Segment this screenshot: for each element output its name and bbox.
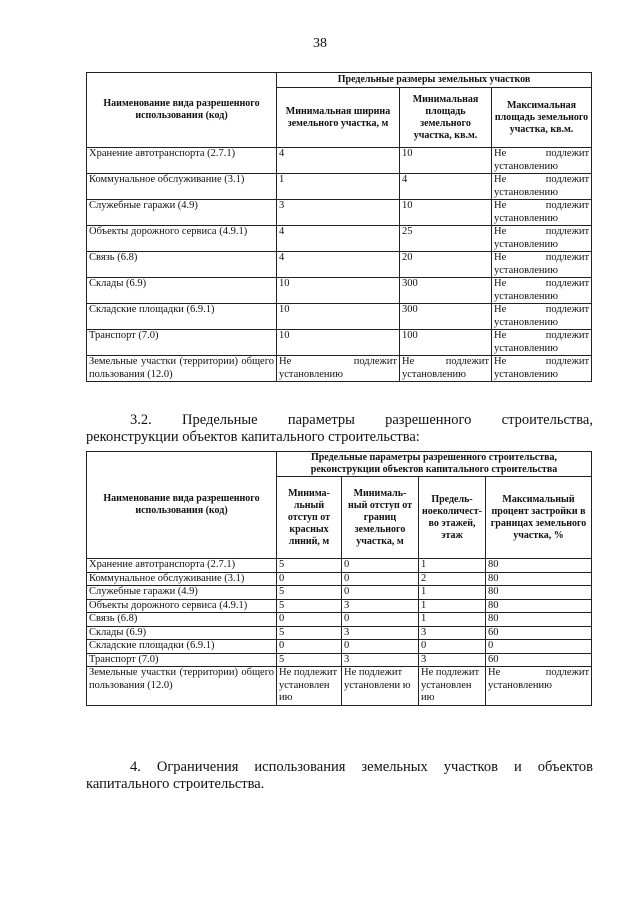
- table-row: [87, 330, 592, 356]
- floors-cell: 3: [419, 626, 486, 640]
- min-width-cell: 4: [277, 148, 400, 174]
- border-setback-cell: 0: [342, 586, 419, 600]
- section-3-2-paragraph: [86, 412, 593, 446]
- section-4-word: использования: [254, 759, 346, 775]
- floors-cell: 3: [419, 653, 486, 667]
- use-type-cell: Хранение автотранспорта (2.7.1): [87, 559, 277, 573]
- coverage-percent-cell: 80: [486, 572, 592, 586]
- red-line-setback-cell: 0: [277, 640, 342, 654]
- max-area-cell: Не подлежит установлению: [492, 330, 592, 356]
- section-3-2-word: Предельные: [182, 412, 258, 428]
- construction-parameters-table: [86, 451, 592, 706]
- min-area-cell: 20: [400, 252, 492, 278]
- floors-cell: 1: [419, 599, 486, 613]
- table1-name-header: Наименование вида разрешенного использования (код): [87, 73, 277, 148]
- min-area-cell: 10: [400, 200, 492, 226]
- border-setback-cell: 0: [342, 640, 419, 654]
- floors-cell: 1: [419, 559, 486, 573]
- section-4-word: участков: [443, 759, 498, 775]
- table-row: [87, 640, 592, 654]
- red-line-setback-cell: 5: [277, 626, 342, 640]
- min-width-cell: 4: [277, 226, 400, 252]
- table-row: [87, 559, 592, 573]
- use-type-cell: Складские площадки (6.9.1): [87, 640, 277, 654]
- min-width-cell: Не подлежит установлению: [277, 356, 400, 382]
- min-width-cell: 10: [277, 304, 400, 330]
- min-width-cell: 3: [277, 200, 400, 226]
- coverage-percent-cell: 80: [486, 586, 592, 600]
- min-width-cell: 10: [277, 278, 400, 304]
- section-4-word: 4.: [130, 759, 141, 775]
- max-area-cell: Не подлежит установлению: [492, 356, 592, 382]
- max-area-cell: Не подлежит установлению: [492, 226, 592, 252]
- border-setback-cell: 3: [342, 626, 419, 640]
- table2-sub-header: Минималь-ный отступ от границ земельного участка, м: [342, 477, 419, 559]
- coverage-percent-cell: 80: [486, 599, 592, 613]
- coverage-percent-cell: 80: [486, 559, 592, 573]
- red-line-setback-cell: 5: [277, 586, 342, 600]
- min-area-cell: 4: [400, 174, 492, 200]
- max-area-cell: Не подлежит установлению: [492, 174, 592, 200]
- border-setback-cell: 0: [342, 559, 419, 573]
- use-type-cell: Складские площадки (6.9.1): [87, 304, 277, 330]
- red-line-setback-cell: 5: [277, 599, 342, 613]
- red-line-setback-cell: 5: [277, 559, 342, 573]
- use-type-cell: Связь (6.8): [87, 252, 277, 278]
- table-row: [87, 148, 592, 174]
- table2-sub-header: Минима-льный отступ от красных линий, м: [277, 477, 342, 559]
- red-line-setback-cell: 0: [277, 572, 342, 586]
- use-type-cell: Склады (6.9): [87, 278, 277, 304]
- section-3-2-word: разрешенного: [385, 412, 472, 428]
- border-setback-cell: Не подлежит установлени ю: [342, 667, 419, 706]
- min-area-cell: 300: [400, 304, 492, 330]
- use-type-cell: Земельные участки (территории) общего пользования (12.0): [87, 667, 277, 706]
- max-area-cell: Не подлежит установлению: [492, 304, 592, 330]
- max-area-cell: Не подлежит установлению: [492, 252, 592, 278]
- table1-sub-header: Минимальная площадь земельного участка, кв.м.: [400, 88, 492, 148]
- floors-cell: Не подлежит установлен ию: [419, 667, 486, 706]
- table-row: [87, 667, 592, 706]
- use-type-cell: Транспорт (7.0): [87, 653, 277, 667]
- min-area-cell: 300: [400, 278, 492, 304]
- use-type-cell: Объекты дорожного сервиса (4.9.1): [87, 599, 277, 613]
- table-row: [87, 613, 592, 627]
- min-area-cell: 100: [400, 330, 492, 356]
- table1-group-header: Предельные размеры земельных участков: [277, 73, 592, 88]
- min-width-cell: 4: [277, 252, 400, 278]
- table2-group-header: Предельные параметры разрешенного строительства, реконструкции объектов капитального строительства: [277, 452, 592, 477]
- max-area-cell: Не подлежит установлению: [492, 148, 592, 174]
- min-area-cell: 10: [400, 148, 492, 174]
- section-4-second-line: капитального строительства.: [86, 776, 265, 792]
- table2-name-header: Наименование вида разрешенного использования (код): [87, 452, 277, 559]
- coverage-percent-cell: 80: [486, 613, 592, 627]
- use-type-cell: Склады (6.9): [87, 626, 277, 640]
- use-type-cell: Служебные гаражи (4.9): [87, 200, 277, 226]
- floors-cell: 2: [419, 572, 486, 586]
- table-row: [87, 572, 592, 586]
- coverage-percent-cell: 60: [486, 626, 592, 640]
- section-3-2-number: 3.2.: [130, 412, 152, 428]
- land-plot-size-table: [86, 72, 592, 382]
- use-type-cell: Служебные гаражи (4.9): [87, 586, 277, 600]
- table-row: [87, 278, 592, 304]
- border-setback-cell: 0: [342, 613, 419, 627]
- page-number: 38: [313, 36, 327, 51]
- use-type-cell: Связь (6.8): [87, 613, 277, 627]
- table-row: [87, 626, 592, 640]
- table-row: [87, 356, 592, 382]
- coverage-percent-cell: Не подлежит установлению: [486, 667, 592, 706]
- min-area-cell: 25: [400, 226, 492, 252]
- table-row: [87, 174, 592, 200]
- floors-cell: 1: [419, 586, 486, 600]
- use-type-cell: Коммунальное обслуживание (3.1): [87, 174, 277, 200]
- table-row: [87, 653, 592, 667]
- section-3-2-word: параметры: [287, 412, 355, 428]
- section-4-word: земельных: [361, 759, 428, 775]
- section-4-word: объектов: [537, 759, 593, 775]
- table-row: [87, 586, 592, 600]
- floors-cell: 0: [419, 640, 486, 654]
- use-type-cell: Коммунальное обслуживание (3.1): [87, 572, 277, 586]
- section-4-word: Ограничения: [156, 759, 239, 775]
- min-width-cell: 1: [277, 174, 400, 200]
- min-width-cell: 10: [277, 330, 400, 356]
- coverage-percent-cell: 0: [486, 640, 592, 654]
- section-3-2-word: строительства,: [501, 412, 593, 428]
- border-setback-cell: 3: [342, 599, 419, 613]
- section-4-first-line: [86, 759, 593, 776]
- table-row: [87, 226, 592, 252]
- section-4-word: и: [513, 759, 522, 775]
- table-row: [87, 304, 592, 330]
- section-4-paragraph: [86, 759, 593, 793]
- section-3-2-first-line: [86, 412, 593, 429]
- use-type-cell: Транспорт (7.0): [87, 330, 277, 356]
- table1-sub-header: Максимальная площадь земельного участка, кв.м.: [492, 88, 592, 148]
- table1-sub-header: Минимальная ширина земельного участка, м: [277, 88, 400, 148]
- table-row: [87, 252, 592, 278]
- red-line-setback-cell: 0: [277, 613, 342, 627]
- table-row: [87, 599, 592, 613]
- section-3-2-second-line: реконструкции объектов капитального строительства:: [86, 429, 420, 445]
- use-type-cell: Земельные участки (территории) общего пользования (12.0): [87, 356, 277, 382]
- coverage-percent-cell: 60: [486, 653, 592, 667]
- min-area-cell: Не подлежит установлению: [400, 356, 492, 382]
- red-line-setback-cell: Не подлежит установлен ию: [277, 667, 342, 706]
- red-line-setback-cell: 5: [277, 653, 342, 667]
- table2-sub-header: Максимальный процент застройки в границах земельного участка, %: [486, 477, 592, 559]
- use-type-cell: Объекты дорожного сервиса (4.9.1): [87, 226, 277, 252]
- border-setback-cell: 3: [342, 653, 419, 667]
- floors-cell: 1: [419, 613, 486, 627]
- max-area-cell: Не подлежит установлению: [492, 200, 592, 226]
- border-setback-cell: 0: [342, 572, 419, 586]
- max-area-cell: Не подлежит установлению: [492, 278, 592, 304]
- table-row: [87, 200, 592, 226]
- table2-sub-header: Предель-ноеколичест-во этажей, этаж: [419, 477, 486, 559]
- use-type-cell: Хранение автотранспорта (2.7.1): [87, 148, 277, 174]
